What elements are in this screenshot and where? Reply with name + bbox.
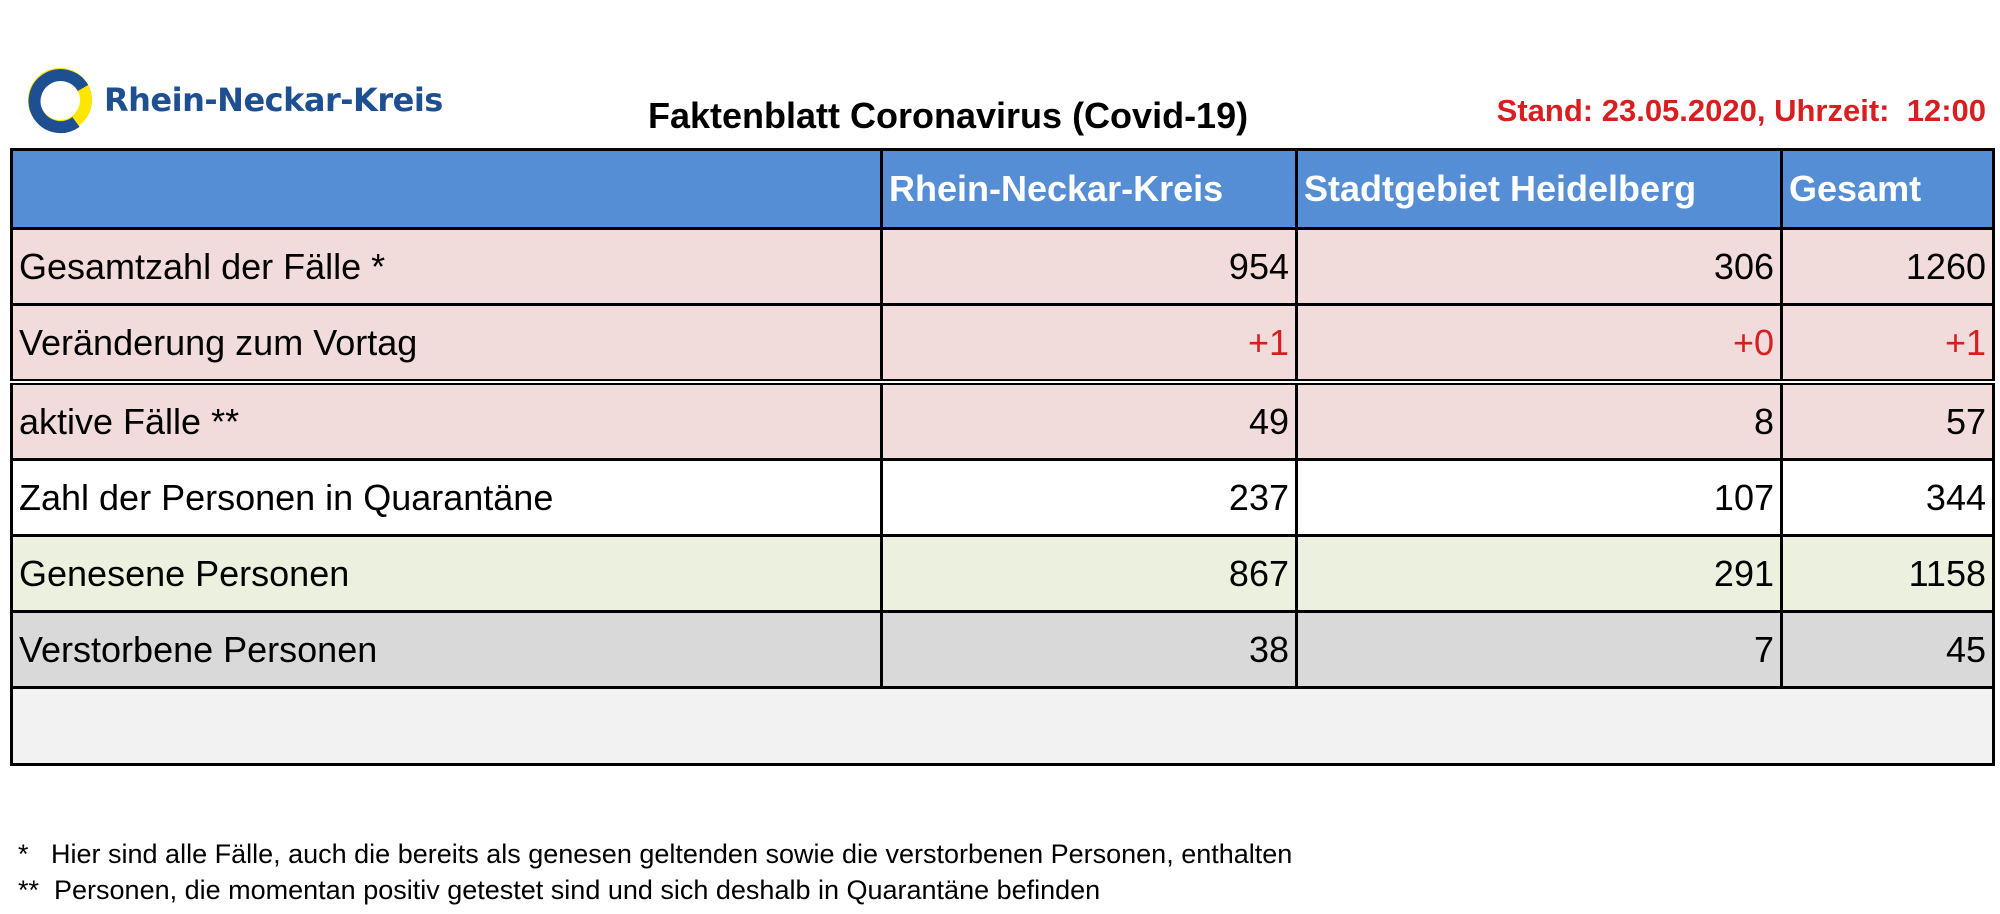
table-cell: +1 [1782,305,1994,383]
table-header-row [12,150,1994,229]
column-header [12,150,882,229]
page-title: Faktenblatt Coronavirus (Covid-19) [648,95,1249,136]
table-row [12,612,1994,688]
table-cell: 306 [1297,229,1782,305]
table-cell: 49 [882,382,1297,460]
table-cell: +1 [882,305,1297,383]
table-cell: 1158 [1782,536,1994,612]
table-row [12,460,1994,536]
row-label: Genesene Personen [12,536,882,612]
column-header: Gesamt [1782,150,1994,229]
table-cell: 57 [1782,382,1994,460]
table-row [12,229,1994,305]
empty-row [12,688,1994,765]
table-cell: 8 [1297,382,1782,460]
row-label: Verstorbene Personen [12,612,882,688]
table-row [12,382,1994,460]
table-cell: 867 [882,536,1297,612]
table-cell: 38 [882,612,1297,688]
logo [24,64,444,136]
row-label: Gesamtzahl der Fälle * [12,229,882,305]
facts-table [10,148,1995,766]
table-cell: 107 [1297,460,1782,536]
logo-ring-icon [24,64,96,136]
table-cell: 954 [882,229,1297,305]
footnote: ** Personen, die momentan positiv getestet sind und sich deshalb in Quarantäne befinden [18,875,1101,905]
table-row [12,536,1994,612]
table-cell: 7 [1297,612,1782,688]
table-cell: +0 [1297,305,1782,383]
logo-text: Rhein-Neckar-Kreis [104,81,443,119]
column-header: Rhein-Neckar-Kreis [882,150,1297,229]
table-cell: 344 [1782,460,1994,536]
row-label: aktive Fälle ** [12,382,882,460]
row-label: Zahl der Personen in Quarantäne [12,460,882,536]
status-date: Stand: 23.05.2020, Uhrzeit: 12:00 [1496,93,1986,128]
empty-cell [12,688,1994,765]
table-cell: 237 [882,460,1297,536]
table-row [12,305,1994,383]
table-cell: 1260 [1782,229,1994,305]
footnote: * Hier sind alle Fälle, auch die bereits als genesen geltenden sowie die verstorbenen Personen, enthalten [18,839,1293,869]
row-label: Veränderung zum Vortag [12,305,882,383]
table-cell: 291 [1297,536,1782,612]
column-header: Stadtgebiet Heidelberg [1297,150,1782,229]
table-cell: 45 [1782,612,1994,688]
footnotes [18,836,1292,908]
